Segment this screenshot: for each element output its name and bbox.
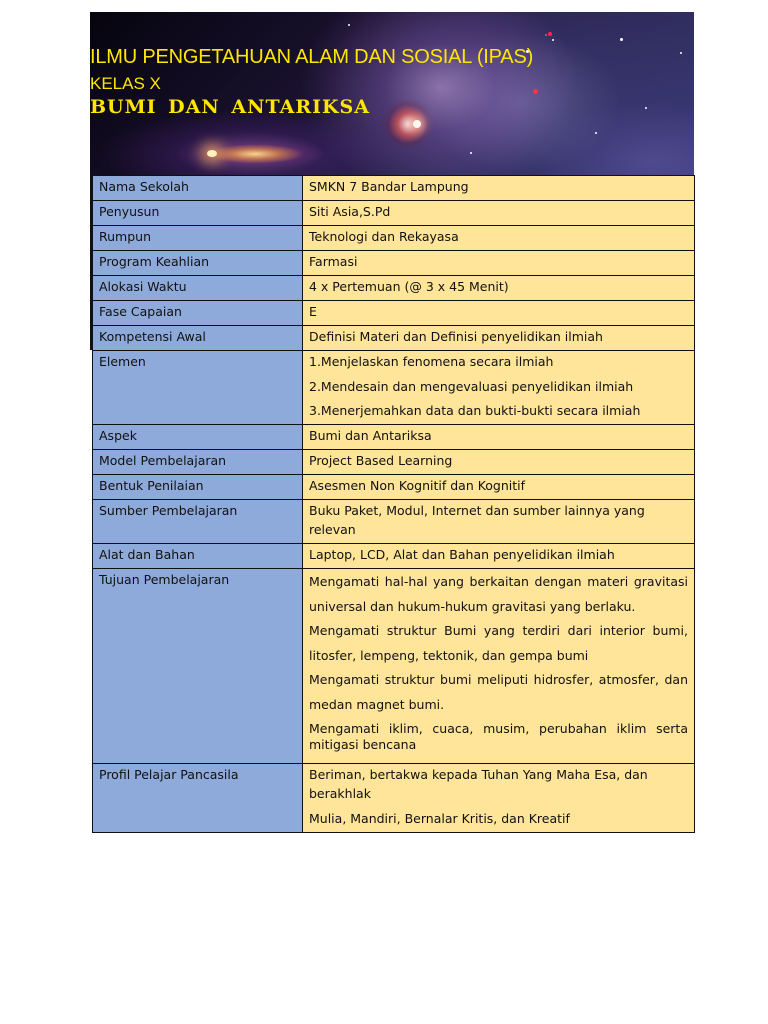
profil-item: Mulia, Mandiri, Bernalar Kritis, dan Kreatif [309,810,570,826]
row-value: Siti Asia,S.Pd [303,201,695,226]
table-row [93,251,695,276]
star-decoration [595,132,597,134]
row-label: Alokasi Waktu [93,276,303,301]
star-decoration [545,34,547,36]
topic-title: BUMI DAN ANTARIKSA [90,96,370,118]
row-label: Elemen [93,351,303,425]
subject-title: ILMU PENGETAHUAN ALAM DAN SOSIAL (IPAS) [90,46,534,68]
row-value: SMKN 7 Bandar Lampung [303,176,695,201]
tujuan-item: Mengamati iklim, cuaca, musim, perubahan iklim serta mitigasi bencana [309,721,688,752]
star-decoration [645,107,647,109]
elemen-item: 3.Menerjemahkan data dan bukti-bukti secara ilmiah [309,403,641,418]
row-value: Farmasi [303,251,695,276]
row-value: Buku Paket, Modul, Internet dan sumber lainnya yang relevan [303,500,695,544]
row-value: Bumi dan Antariksa [303,425,695,450]
row-label: Model Pembelajaran [93,450,303,475]
star-decoration [470,152,472,154]
row-label: Nama Sekolah [93,176,303,201]
row-label: Penyusun [93,201,303,226]
table-row [93,475,695,500]
row-label: Tujuan Pembelajaran [93,569,303,764]
row-value [303,351,695,425]
star-decoration [548,32,552,36]
table-row [93,425,695,450]
row-label: Alat dan Bahan [93,544,303,569]
elemen-item: 2.Mendesain dan mengevaluasi penyelidikan ilmiah [309,378,634,394]
row-label: Program Keahlian [93,251,303,276]
row-label: Sumber Pembelajaran [93,500,303,544]
table-row [93,226,695,251]
table-row [93,276,695,301]
star-decoration [533,89,538,94]
tujuan-item: Mengamati hal-hal yang berkaitan dengan materi gravitasi universal dan hukum-hukum gravitasi yang berlaku. [309,574,688,614]
table-row [93,569,695,764]
star-decoration [680,52,682,54]
row-label: Aspek [93,425,303,450]
row-value: E [303,301,695,326]
row-value [303,764,695,833]
table-row [93,351,695,425]
star-decoration [207,150,217,157]
row-value: 4 x Pertemuan (@ 3 x 45 Menit) [303,276,695,301]
row-label: Kompetensi Awal [93,326,303,351]
header-banner [90,12,694,176]
row-label: Rumpun [93,226,303,251]
table-row [93,764,695,833]
row-value [303,569,695,764]
star-decoration [552,39,554,41]
table-row [93,176,695,201]
row-value: Definisi Materi dan Definisi penyelidikan ilmiah [303,326,695,351]
table-row [93,201,695,226]
table-row [93,450,695,475]
table-row [93,301,695,326]
lesson-info-table [92,175,695,833]
star-decoration [413,120,421,128]
star-decoration [348,24,350,26]
row-value: Project Based Learning [303,450,695,475]
table-row [93,544,695,569]
row-value: Asesmen Non Kognitif dan Kognitif [303,475,695,500]
row-value: Laptop, LCD, Alat dan Bahan penyelidikan ilmiah [303,544,695,569]
star-decoration [620,38,623,41]
profil-item: Beriman, bertakwa kepada Tuhan Yang Maha Esa, dan berakhlak [309,767,648,801]
row-label: Bentuk Penilaian [93,475,303,500]
table-row [93,500,695,544]
tujuan-item: Mengamati struktur Bumi yang terdiri dari interior bumi, litosfer, lempeng, tektonik, dan gempa bumi [309,623,688,663]
class-level: KELAS X [90,74,161,93]
table-row [93,326,695,351]
row-value: Teknologi dan Rekayasa [303,226,695,251]
row-label: Fase Capaian [93,301,303,326]
elemen-item: 1.Menjelaskan fenomena secara ilmiah [309,354,554,369]
row-label: Profil Pelajar Pancasila [93,764,303,833]
tujuan-item: Mengamati struktur bumi meliputi hidrosfer, atmosfer, dan medan magnet bumi. [309,672,688,712]
